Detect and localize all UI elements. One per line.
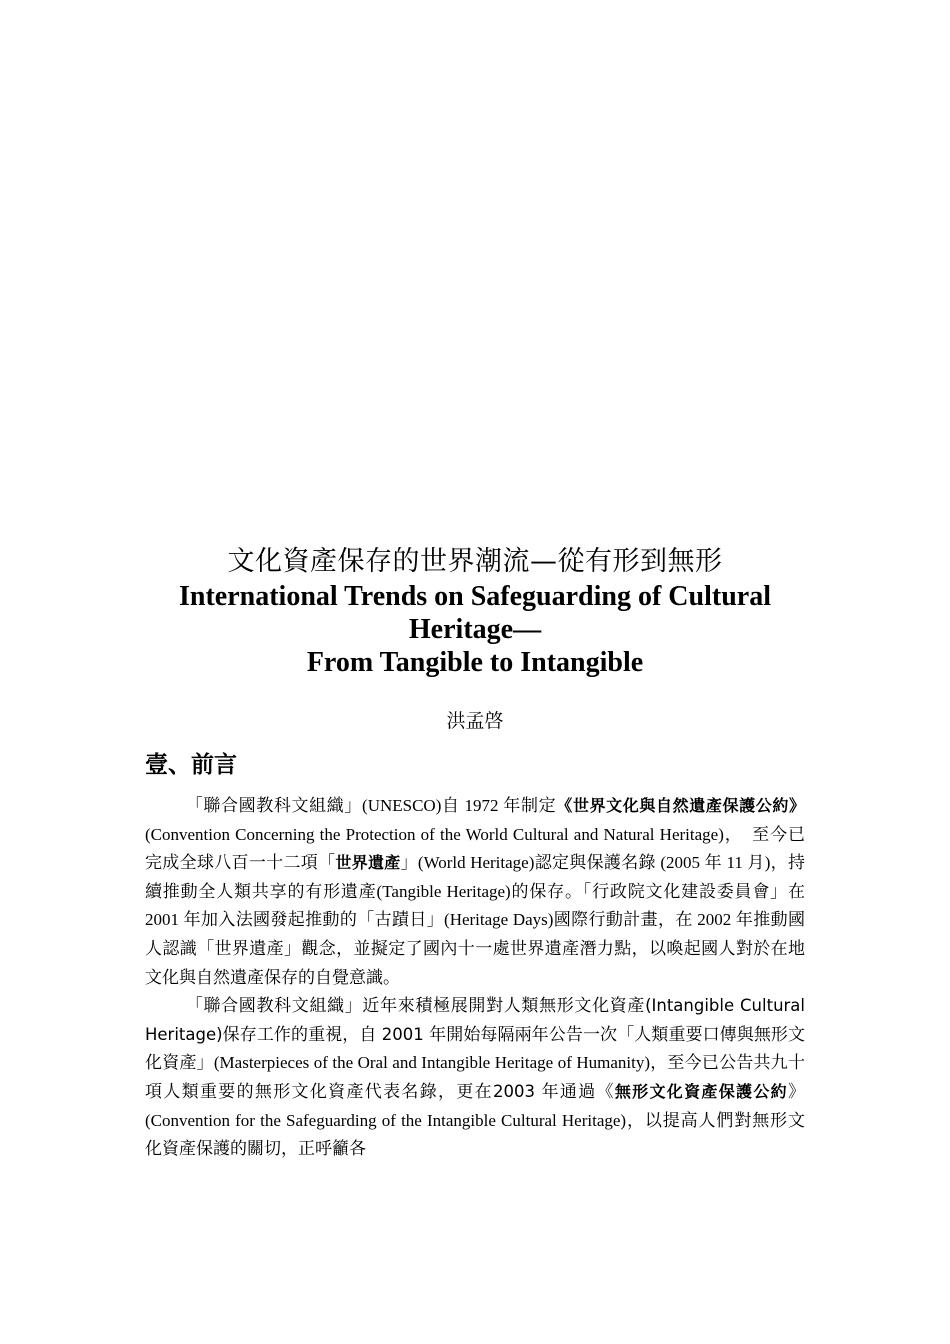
- paragraph-2: [145, 992, 805, 1164]
- p2-text-3: 年開始每隔兩年公告一次「人類重要口傳與無形文化資產」(Masterpieces of the Oral and Intangible Heritage of Humanity)，至今已公告共九十項人類重要的無形文化資產代表名錄，更在: [145, 1024, 806, 1101]
- p2-term-ich: (Intangible Cultural Heritage): [145, 996, 806, 1044]
- p2-text-4: 年通過《: [541, 1081, 615, 1101]
- p1-text-2: (Convention Concerning the Protection of the World Cultural and Natural Heritage)， 至今已完成全球八百一十二項「: [145, 824, 805, 873]
- title-english-line-1: International Trends on Safeguarding of Cultural: [179, 581, 771, 612]
- title-block: [0, 544, 950, 679]
- section-heading: 壹、前言: [145, 752, 237, 778]
- p2-text-5: 》(Convention for the Safeguarding of the Intangible Cultural Heritage)，以提高人們對無形文化資產保護的關切，正呼籲各: [145, 1081, 805, 1159]
- p2-year-2001: 2001: [376, 1024, 430, 1044]
- p1-text-3: 」(World Heritage)認定與保護名錄 (2005 年 11 月)，持續推動全人類共享的有形遺產(Tangible Heritage)的保存。「行政院文化建設委員會」在 2001 年加入法國發起推動的「古蹟日」(Heritage Days)國際行動計畫，在 2002 年推動國人認識「世界遺產」觀念，並擬定了國內十一處世界遺產潛力點，以喚起國人對於在地文化與自然遺產保存的自覺意識。: [145, 853, 805, 987]
- author-name: 洪孟啓: [446, 710, 504, 732]
- p2-text-2: 保存工作的重視，自: [222, 1024, 377, 1044]
- body-text: [145, 792, 805, 1164]
- p2-year-2003: 2003: [493, 1081, 542, 1101]
- p1-text-1: 「聯合國教科文組織」(UNESCO)自 1972 年制定: [185, 796, 557, 815]
- title-english-line-3: From Tangible to Intangible: [306, 647, 644, 678]
- p1-bold-world-heritage: 世界遺產: [335, 853, 401, 873]
- p1-bold-convention: 《世界文化與自然遺產保護公約》: [556, 796, 805, 815]
- paragraph-1: [145, 792, 805, 992]
- title-english-line-2: Heritage—: [408, 614, 542, 645]
- p2-text-1: 「聯合國教科文組織」近年來積極展開對人類無形文化資產: [185, 996, 646, 1016]
- title-chinese: 文化資產保存的世界潮流—從有形到無形: [227, 546, 723, 577]
- p2-bold-convention: 無形文化資產保護公約: [614, 1081, 788, 1101]
